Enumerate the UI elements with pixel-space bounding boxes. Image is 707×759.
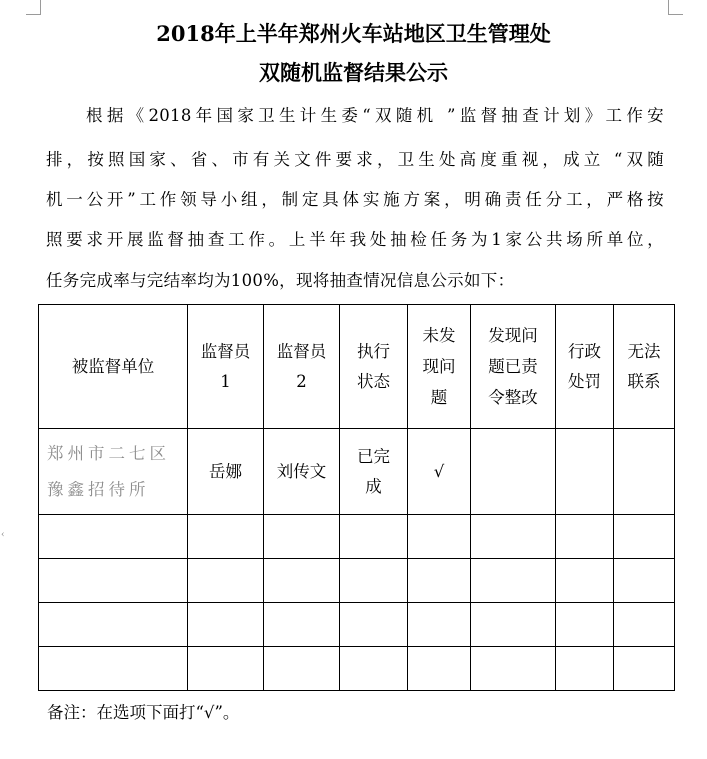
table-header-row bbox=[39, 305, 675, 429]
body-paragraph-line-3: 机一公开”工作领导小组，制定具体实施方案，明确责任分工，严格按 bbox=[46, 190, 664, 209]
cell-penalty bbox=[556, 559, 614, 603]
cell-no-issue bbox=[408, 559, 471, 603]
cell-ordered-fix bbox=[471, 647, 556, 691]
cell-unit bbox=[39, 559, 188, 603]
cell-inspector-2 bbox=[264, 603, 340, 647]
page-corner-top-right bbox=[668, 0, 683, 15]
document-title-line-1: 2018年上半年郑州火车站地区卫生管理处 bbox=[156, 21, 551, 46]
body-paragraph-line-1: 根据《2018年国家卫生计生委“双随机 ”监督抽查计划》工作安 bbox=[86, 106, 664, 125]
table-row bbox=[39, 429, 675, 515]
cell-ordered-fix bbox=[471, 429, 556, 515]
margin-marker-icon: ‹ bbox=[1, 530, 5, 540]
cell-ordered-fix bbox=[471, 515, 556, 559]
header-inspector-2: 监督员 2 bbox=[264, 305, 340, 429]
cell-status: 已完 成 bbox=[340, 429, 408, 515]
cell-ordered-fix bbox=[471, 559, 556, 603]
cell-inspector-2 bbox=[264, 559, 340, 603]
cell-unreachable bbox=[614, 429, 675, 515]
table-row bbox=[39, 603, 675, 647]
cell-inspector-1 bbox=[188, 559, 264, 603]
table-row bbox=[39, 515, 675, 559]
cell-ordered-fix bbox=[471, 603, 556, 647]
cell-inspector-2 bbox=[264, 515, 340, 559]
cell-unreachable bbox=[614, 559, 675, 603]
header-administrative-penalty: 行政 处罚 bbox=[556, 305, 614, 429]
cell-no-issue bbox=[408, 515, 471, 559]
document-title-line-2: 双随机监督结果公示 bbox=[259, 60, 448, 85]
header-no-issue-found: 未发 现问 题 bbox=[408, 305, 471, 429]
header-unreachable: 无法 联系 bbox=[614, 305, 675, 429]
cell-unreachable bbox=[614, 515, 675, 559]
header-inspector-1: 监督员 1 bbox=[188, 305, 264, 429]
body-paragraph-line-5: 任务完成率与完结率均为100%，现将抽查情况信息公示如下： bbox=[46, 271, 515, 290]
page-corner-top-left bbox=[26, 0, 41, 15]
header-execution-status: 执行 状态 bbox=[340, 305, 408, 429]
cell-unit bbox=[39, 647, 188, 691]
cell-inspector-2: 刘传文 bbox=[264, 429, 340, 515]
cell-penalty bbox=[556, 647, 614, 691]
cell-unreachable bbox=[614, 603, 675, 647]
body-paragraph-line-2: 排，按照国家、省、市有关文件要求，卫生处高度重视，成立 “双随 bbox=[46, 150, 664, 169]
cell-inspector-1: 岳娜 bbox=[188, 429, 264, 515]
cell-no-issue bbox=[408, 647, 471, 691]
cell-no-issue-checkmark: √ bbox=[408, 429, 471, 515]
cell-status bbox=[340, 515, 408, 559]
cell-inspector-1 bbox=[188, 647, 264, 691]
table-row bbox=[39, 559, 675, 603]
table-row bbox=[39, 647, 675, 691]
cell-inspector-1 bbox=[188, 515, 264, 559]
cell-inspector-2 bbox=[264, 647, 340, 691]
inspection-results-table bbox=[38, 304, 675, 691]
cell-status bbox=[340, 603, 408, 647]
cell-penalty bbox=[556, 515, 614, 559]
cell-status bbox=[340, 647, 408, 691]
cell-unit: 郑州市二七区 豫鑫招待所 bbox=[39, 429, 188, 515]
footnote: 备注：在选项下面打“√”。 bbox=[47, 703, 240, 722]
header-ordered-rectification: 发现问 题已责 令整改 bbox=[471, 305, 556, 429]
cell-penalty bbox=[556, 429, 614, 515]
cell-inspector-1 bbox=[188, 603, 264, 647]
header-supervised-unit: 被监督单位 bbox=[39, 305, 188, 429]
cell-penalty bbox=[556, 603, 614, 647]
cell-status bbox=[340, 559, 408, 603]
cell-unit bbox=[39, 515, 188, 559]
cell-unreachable bbox=[614, 647, 675, 691]
cell-no-issue bbox=[408, 603, 471, 647]
cell-unit bbox=[39, 603, 188, 647]
body-paragraph-line-4: 照要求开展监督抽查工作。上半年我处抽检任务为1家公共场所单位， bbox=[46, 230, 664, 249]
